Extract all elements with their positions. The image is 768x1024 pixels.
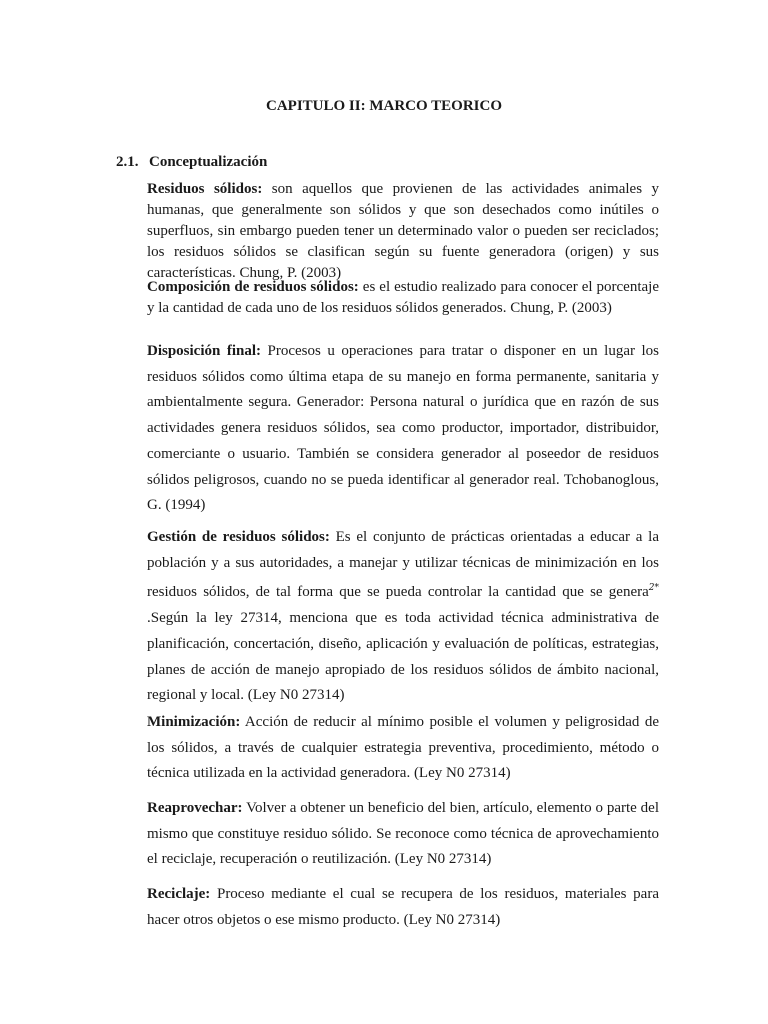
definition-text: es el estudio realizado para conocer el porcentaje y la cantidad de cada uno de los residuos sólidos generados. Chung, P. (2003) bbox=[147, 279, 659, 316]
definition-residuos-solidos bbox=[147, 179, 659, 284]
definition-reciclaje bbox=[147, 882, 659, 933]
definition-term: Minimización: bbox=[147, 714, 241, 730]
definition-text: Procesos u operaciones para tratar o disponer en un lugar los residuos sólidos como última etapa de su manejo en forma permanente, sanitaria y ambientalmente segura. Generador: Persona natural o jurídica que en razón de sus actividades genera residuos sólidos, sea como productor, importador, distribuidor, comerciante o usuario. También se considera generador al poseedor de residuos sólidos peligrosos, cuando no se pueda identificar al generador real. Tchobanoglous, G. (1994) bbox=[147, 343, 659, 514]
definition-composicion bbox=[147, 277, 659, 319]
definition-reaprovechar bbox=[147, 796, 659, 873]
definition-term: Reaprovechar: bbox=[147, 800, 243, 816]
definition-term: Residuos sólidos: bbox=[147, 181, 263, 197]
definition-text-continued: .Según la ley 27314, menciona que es toda actividad técnica administrativa de planificación, concertación, diseño, aplicación y evaluación de políticas, estrategias, planes de acción de manejo apropiado de los residuos sólidos de ámbito nacional, regional y local. (Ley N0 27314) bbox=[147, 610, 659, 704]
definition-minimizacion bbox=[147, 710, 659, 787]
definition-text: Proceso mediante el cual se recupera de los residuos, materiales para hacer otros objetos o ese mismo producto. (Ley N0 27314) bbox=[147, 886, 659, 928]
section-title: Conceptualización bbox=[149, 154, 268, 170]
definition-term: Composición de residuos sólidos: bbox=[147, 279, 359, 295]
footnote-marker: 2* bbox=[648, 583, 659, 594]
definition-text: Volver a obtener un beneficio del bien, artículo, elemento o parte del mismo que constituye residuo sólido. Se reconoce como técnica de aprovechamiento el reciclaje, recuperación o reutilización. (Ley N0 27314) bbox=[147, 800, 659, 868]
definition-text: Es el conjunto de prácticas orientadas a educar a la población y a sus autoridades, a manejar y utilizar técnicas de minimización en los residuos sólidos, de tal forma que se pueda controlar la cantidad que se genera bbox=[147, 529, 659, 601]
definition-term: Disposición final: bbox=[147, 343, 262, 359]
definition-gestion bbox=[147, 525, 659, 709]
section-heading bbox=[116, 154, 267, 171]
section-number: 2.1. bbox=[116, 154, 139, 170]
page-title: CAPITULO II: MARCO TEORICO bbox=[266, 98, 502, 114]
definition-text: son aquellos que provienen de las actividades animales y humanas, que generalmente son sólidos y que son desechados como inútiles o superfluos, sin embargo pueden tener un determinado valor o pueden ser reciclados; los residuos sólidos se clasifican según su fuente generadora (origen) y sus características. Chung, P. (2003) bbox=[147, 181, 659, 281]
definition-text: Acción de reducir al mínimo posible el volumen y peligrosidad de los sólidos, a través de cualquier estrategia preventiva, procedimiento, método o técnica utilizada en la actividad generadora. (Ley N0 27314) bbox=[147, 714, 659, 782]
definition-term: Reciclaje: bbox=[147, 886, 211, 902]
definition-disposicion-final bbox=[147, 339, 659, 519]
definition-term: Gestión de residuos sólidos: bbox=[147, 529, 330, 545]
